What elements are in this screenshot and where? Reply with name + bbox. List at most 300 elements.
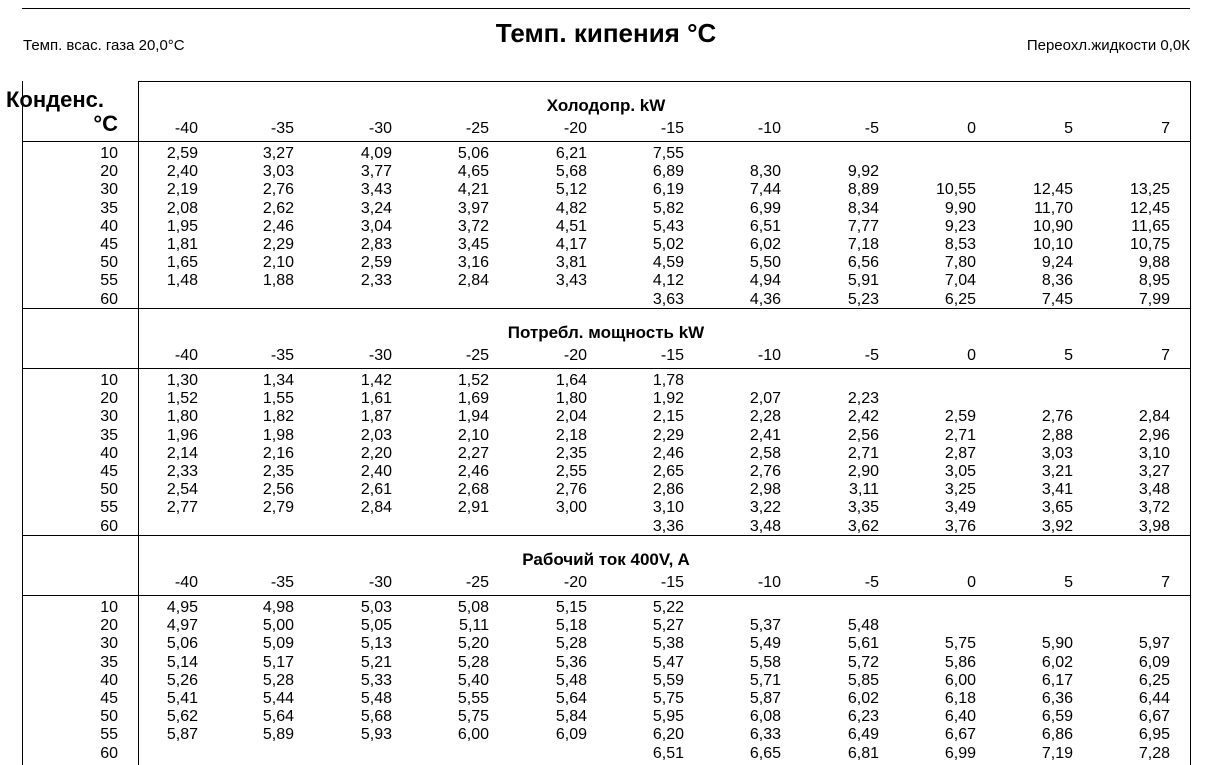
column-header: -35 — [270, 120, 294, 137]
table-cell: 10,10 — [1032, 236, 1073, 253]
table-cell: 5,21 — [360, 653, 392, 671]
table-cell: 7,77 — [847, 217, 879, 235]
table-cell: 4,21 — [457, 181, 489, 199]
table-cell: 1,81 — [166, 236, 198, 253]
table-cell: 12,45 — [1129, 199, 1170, 217]
table-cell: 5,93 — [360, 726, 392, 744]
table-cell: 3,65 — [1041, 499, 1073, 517]
row-label: 30 — [100, 635, 118, 653]
table-cell: 2,33 — [360, 272, 392, 290]
table-cell: 1,48 — [166, 272, 198, 290]
table-cell: 6,19 — [652, 181, 684, 199]
table-cell: 1,34 — [262, 372, 294, 389]
row-label: 40 — [100, 671, 118, 689]
table-cell: 5,84 — [555, 708, 587, 726]
row-label: 20 — [100, 163, 118, 181]
table-cell: 6,40 — [944, 708, 976, 726]
table-cell: 5,28 — [555, 635, 587, 653]
section-divider — [22, 535, 1190, 536]
table-cell: 5,06 — [166, 635, 198, 653]
table-frame-left — [22, 81, 23, 765]
table-cell: 5,71 — [749, 671, 781, 689]
table-cell: 6,67 — [1138, 708, 1170, 726]
table-cell: 3,72 — [1138, 499, 1170, 517]
table-cell: 3,49 — [944, 499, 976, 517]
table-cell: 2,59 — [944, 408, 976, 426]
table-cell: 5,17 — [262, 653, 294, 671]
table-cell: 2,35 — [555, 444, 587, 462]
table-cell: 2,90 — [847, 463, 879, 480]
row-label: 50 — [100, 254, 118, 272]
column-header: 5 — [1064, 574, 1073, 591]
table-cell: 3,25 — [944, 481, 976, 499]
table-cell: 4,98 — [262, 599, 294, 616]
row-label: 50 — [100, 481, 118, 499]
table-cell: 5,27 — [652, 617, 684, 635]
table-cell: 3,92 — [1041, 517, 1073, 535]
suction-gas-temp: Темп. всас. газа 20,0°C — [23, 37, 185, 54]
table-cell: 5,75 — [652, 690, 684, 707]
table-cell: 5,64 — [555, 690, 587, 707]
table-cell: 3,43 — [360, 181, 392, 199]
table-cell: 6,00 — [944, 671, 976, 689]
table-cell: 2,07 — [749, 390, 781, 408]
table-cell: 12,45 — [1032, 181, 1073, 199]
column-header: 7 — [1161, 574, 1170, 591]
table-cell: 5,91 — [847, 272, 879, 290]
table-cell: 2,65 — [652, 463, 684, 480]
table-cell: 2,29 — [262, 236, 294, 253]
table-frame-right — [1190, 81, 1191, 765]
table-cell: 2,61 — [360, 481, 392, 499]
table-cell: 4,82 — [555, 199, 587, 217]
column-header: -30 — [368, 120, 392, 137]
table-cell: 2,76 — [1041, 408, 1073, 426]
table-cell: 8,36 — [1041, 272, 1073, 290]
table-cell: 2,10 — [262, 254, 294, 272]
table-cell: 5,02 — [652, 236, 684, 253]
table-cell: 1,64 — [555, 372, 587, 389]
table-cell: 6,17 — [1041, 671, 1073, 689]
row-label: 35 — [100, 199, 118, 217]
table-cell: 2,96 — [1138, 426, 1170, 444]
table-cell: 1,95 — [166, 217, 198, 235]
table-cell: 3,04 — [360, 217, 392, 235]
table-cell: 3,27 — [1138, 463, 1170, 480]
table-cell: 6,09 — [555, 726, 587, 744]
table-cell: 10,55 — [935, 181, 976, 199]
table-cell: 2,76 — [262, 181, 294, 199]
table-cell: 2,27 — [457, 444, 489, 462]
table-cell: 3,77 — [360, 163, 392, 181]
row-label: 30 — [100, 181, 118, 199]
table-cell: 5,48 — [555, 671, 587, 689]
table-cell: 5,87 — [749, 690, 781, 707]
table-cell: 5,33 — [360, 671, 392, 689]
table-cell: 2,42 — [847, 408, 879, 426]
column-header: 0 — [967, 574, 976, 591]
row-label: 35 — [100, 426, 118, 444]
table-cell: 6,51 — [652, 744, 684, 762]
table-cell: 4,51 — [555, 217, 587, 235]
row-label: 55 — [100, 499, 118, 517]
table-cell: 2,56 — [262, 481, 294, 499]
table-cell: 3,27 — [262, 145, 294, 162]
table-cell: 8,53 — [944, 236, 976, 253]
table-cell: 2,33 — [166, 463, 198, 480]
column-header: -20 — [563, 347, 587, 364]
table-cell: 2,23 — [847, 390, 879, 408]
table-cell: 2,20 — [360, 444, 392, 462]
table-cell: 1,80 — [555, 390, 587, 408]
row-label: 60 — [100, 290, 118, 308]
table-cell: 6,25 — [1138, 671, 1170, 689]
table-cell: 2,28 — [749, 408, 781, 426]
table-cell: 6,25 — [944, 290, 976, 308]
table-cell: 6,44 — [1138, 690, 1170, 707]
table-cell: 1,52 — [457, 372, 489, 389]
table-cell: 5,48 — [360, 690, 392, 707]
table-cell: 5,87 — [166, 726, 198, 744]
table-cell: 2,84 — [1138, 408, 1170, 426]
table-cell: 8,30 — [749, 163, 781, 181]
table-cell: 3,63 — [652, 290, 684, 308]
table-cell: 6,02 — [1041, 653, 1073, 671]
table-cell: 8,34 — [847, 199, 879, 217]
table-cell: 2,18 — [555, 426, 587, 444]
table-cell: 4,94 — [749, 272, 781, 290]
column-header: -5 — [864, 574, 879, 591]
table-cell: 7,04 — [944, 272, 976, 290]
table-cell: 2,54 — [166, 481, 198, 499]
condensing-temp-label: Конденс. — [6, 87, 104, 112]
table-cell: 5,62 — [166, 708, 198, 726]
table-cell: 6,02 — [847, 690, 879, 707]
table-cell: 5,47 — [652, 653, 684, 671]
table-cell: 11,70 — [1034, 199, 1073, 217]
table-cell: 1,82 — [262, 408, 294, 426]
table-cell: 2,58 — [749, 444, 781, 462]
table-cell: 5,36 — [555, 653, 587, 671]
table-cell: 3,10 — [652, 499, 684, 517]
table-cell: 2,46 — [457, 463, 489, 480]
table-cell: 2,84 — [360, 499, 392, 517]
table-cell: 5,64 — [262, 708, 294, 726]
table-cell: 9,23 — [944, 217, 976, 235]
table-cell: 2,56 — [847, 426, 879, 444]
page-title-text: Темп. кипения °C — [495, 18, 717, 48]
table-cell: 5,89 — [262, 726, 294, 744]
table-cell: 5,61 — [847, 635, 879, 653]
table-cell: 6,00 — [457, 726, 489, 744]
column-header: -5 — [864, 347, 879, 364]
table-cell: 6,08 — [749, 708, 781, 726]
table-cell: 3,45 — [457, 236, 489, 253]
table-cell: 5,82 — [652, 199, 684, 217]
table-cell: 5,44 — [262, 690, 294, 707]
table-cell: 3,48 — [1138, 481, 1170, 499]
table-cell: 3,43 — [555, 272, 587, 290]
table-cell: 10,75 — [1129, 236, 1170, 253]
table-cell: 2,71 — [847, 444, 879, 462]
table-cell: 7,80 — [944, 254, 976, 272]
section-title: Рабочий ток 400V, A — [522, 550, 690, 569]
table-cell: 6,51 — [749, 217, 781, 235]
column-header: -30 — [368, 574, 392, 591]
table-cell: 5,41 — [166, 690, 198, 707]
row-label: 20 — [100, 617, 118, 635]
table-cell: 2,55 — [555, 463, 587, 480]
table-cell: 1,52 — [166, 390, 198, 408]
table-cell: 6,95 — [1138, 726, 1170, 744]
table-cell: 4,65 — [457, 163, 489, 181]
column-header: -40 — [174, 347, 198, 364]
table-cell: 5,68 — [555, 163, 587, 181]
table-cell: 6,23 — [847, 708, 879, 726]
table-cell: 3,05 — [944, 463, 976, 480]
column-header: 7 — [1161, 347, 1170, 364]
row-label: 45 — [100, 236, 118, 253]
table-cell: 2,86 — [652, 481, 684, 499]
column-header: 5 — [1064, 120, 1073, 137]
table-cell: 6,81 — [847, 744, 879, 762]
table-cell: 5,95 — [652, 708, 684, 726]
row-label: 60 — [100, 744, 118, 762]
table-cell: 3,81 — [555, 254, 587, 272]
table-cell: 13,25 — [1129, 181, 1170, 199]
row-label: 45 — [100, 690, 118, 707]
table-cell: 5,11 — [459, 617, 489, 635]
table-cell: 5,48 — [847, 617, 879, 635]
table-cell: 2,83 — [360, 236, 392, 253]
row-label: 50 — [100, 708, 118, 726]
column-header: -10 — [757, 574, 781, 591]
table-cell: 3,97 — [457, 199, 489, 217]
table-cell: 4,95 — [166, 599, 198, 616]
table-cell: 6,33 — [749, 726, 781, 744]
table-cell: 5,26 — [166, 671, 198, 689]
table-cell: 3,00 — [555, 499, 587, 517]
table-cell: 5,97 — [1138, 635, 1170, 653]
table-cell: 1,88 — [262, 272, 294, 290]
table-cell: 2,03 — [360, 426, 392, 444]
table-cell: 2,91 — [457, 499, 489, 517]
table-cell: 5,13 — [360, 635, 392, 653]
table-cell: 3,03 — [262, 163, 294, 181]
table-cell: 7,55 — [652, 145, 684, 162]
table-cell: 5,28 — [262, 671, 294, 689]
table-cell: 3,11 — [849, 481, 879, 499]
header-divider — [22, 141, 1190, 142]
table-cell: 6,49 — [847, 726, 879, 744]
table-cell: 1,87 — [360, 408, 392, 426]
column-header: -10 — [757, 347, 781, 364]
table-cell: 2,08 — [166, 199, 198, 217]
table-cell: 7,28 — [1138, 744, 1170, 762]
table-cell: 3,10 — [1138, 444, 1170, 462]
column-header: -40 — [174, 120, 198, 137]
table-cell: 2,04 — [555, 408, 587, 426]
table-cell: 4,36 — [749, 290, 781, 308]
column-header: -15 — [660, 574, 684, 591]
table-cell: 5,75 — [944, 635, 976, 653]
section-title: Потребл. мощность kW — [507, 323, 705, 342]
column-header: 5 — [1064, 347, 1073, 364]
table-cell: 1,78 — [652, 372, 684, 389]
condensing-temp-unit: °C — [93, 111, 118, 136]
column-header: -5 — [864, 120, 879, 137]
column-header: -35 — [270, 347, 294, 364]
table-cell: 6,36 — [1041, 690, 1073, 707]
row-label: 20 — [100, 390, 118, 408]
table-cell: 1,65 — [166, 254, 198, 272]
table-cell: 5,06 — [457, 145, 489, 162]
table-cell: 6,86 — [1041, 726, 1073, 744]
table-cell: 1,80 — [166, 408, 198, 426]
table-cell: 4,12 — [652, 272, 684, 290]
liquid-subcooling: Переохл.жидкости 0,0К — [1026, 37, 1190, 54]
column-header: -20 — [563, 574, 587, 591]
table-cell: 2,41 — [749, 426, 781, 444]
table-cell: 2,76 — [555, 481, 587, 499]
table-cell: 5,49 — [749, 635, 781, 653]
table-cell: 5,05 — [360, 617, 392, 635]
top-rule — [22, 8, 1190, 9]
table-cell: 5,68 — [360, 708, 392, 726]
condensing-temp-header — [6, 88, 118, 136]
table-cell: 2,40 — [360, 463, 392, 480]
table-cell: 2,46 — [652, 444, 684, 462]
table-cell: 5,38 — [652, 635, 684, 653]
table-cell: 8,95 — [1138, 272, 1170, 290]
table-cell: 2,71 — [944, 426, 976, 444]
row-label: 30 — [100, 408, 118, 426]
table-cell: 3,21 — [1041, 463, 1073, 480]
table-cell: 3,72 — [457, 217, 489, 235]
table-cell: 1,42 — [360, 372, 392, 389]
table-cell: 1,96 — [166, 426, 198, 444]
table-cell: 1,61 — [360, 390, 392, 408]
table-cell: 6,59 — [1041, 708, 1073, 726]
table-cell: 5,59 — [652, 671, 684, 689]
table-cell: 5,40 — [457, 671, 489, 689]
table-cell: 5,09 — [262, 635, 294, 653]
column-header: -15 — [660, 347, 684, 364]
table-cell: 5,43 — [652, 217, 684, 235]
table-cell: 1,30 — [166, 372, 198, 389]
table-cell: 3,22 — [749, 499, 781, 517]
table-cell: 3,48 — [749, 517, 781, 535]
table-cell: 5,23 — [847, 290, 879, 308]
table-cell: 6,18 — [944, 690, 976, 707]
header-divider — [22, 595, 1190, 596]
table-cell: 9,24 — [1041, 254, 1073, 272]
table-cell: 3,36 — [652, 517, 684, 535]
table-cell: 5,14 — [166, 653, 198, 671]
table-cell: 3,62 — [847, 517, 879, 535]
row-label: 40 — [100, 217, 118, 235]
table-cell: 2,77 — [166, 499, 198, 517]
table-cell: 6,65 — [749, 744, 781, 762]
table-cell: 7,18 — [847, 236, 879, 253]
table-cell: 2,19 — [166, 181, 198, 199]
column-header: -25 — [465, 347, 489, 364]
table-cell: 6,20 — [652, 726, 684, 744]
column-header: -10 — [757, 120, 781, 137]
table-cell: 3,24 — [360, 199, 392, 217]
table-cell: 2,87 — [944, 444, 976, 462]
table-cell: 1,55 — [262, 390, 294, 408]
header-divider — [22, 368, 1190, 369]
column-header: -30 — [368, 347, 392, 364]
table-cell: 5,75 — [457, 708, 489, 726]
table-cell: 3,76 — [944, 517, 976, 535]
table-cell: 5,90 — [1041, 635, 1073, 653]
column-header: -20 — [563, 120, 587, 137]
table-cell: 3,41 — [1041, 481, 1073, 499]
table-cell: 5,86 — [944, 653, 976, 671]
table-cell: 2,76 — [749, 463, 781, 480]
table-cell: 5,08 — [457, 599, 489, 616]
row-label: 60 — [100, 517, 118, 535]
table-cell: 7,44 — [749, 181, 781, 199]
table-cell: 2,59 — [360, 254, 392, 272]
table-cell: 5,22 — [652, 599, 684, 616]
table-cell: 6,99 — [749, 199, 781, 217]
table-cell: 2,79 — [262, 499, 294, 517]
column-header: 7 — [1161, 120, 1170, 137]
section-divider — [22, 308, 1190, 309]
table-cell: 3,35 — [847, 499, 879, 517]
row-label: 40 — [100, 444, 118, 462]
table-cell: 6,09 — [1138, 653, 1170, 671]
table-cell: 10,90 — [1032, 217, 1073, 235]
table-cell: 3,03 — [1041, 444, 1073, 462]
table-cell: 6,02 — [749, 236, 781, 253]
table-cell: 5,58 — [749, 653, 781, 671]
table-cell: 5,20 — [457, 635, 489, 653]
table-cell: 9,88 — [1138, 254, 1170, 272]
table-cell: 1,94 — [457, 408, 489, 426]
table-cell: 2,16 — [262, 444, 294, 462]
table-cell: 2,14 — [166, 444, 198, 462]
table-cell: 2,29 — [652, 426, 684, 444]
table-cell: 4,59 — [652, 254, 684, 272]
table-cell: 1,92 — [652, 390, 684, 408]
table-cell: 7,45 — [1041, 290, 1073, 308]
table-cell: 6,99 — [944, 744, 976, 762]
column-header: -25 — [465, 574, 489, 591]
table-cell: 9,90 — [944, 199, 976, 217]
table-cell: 5,00 — [262, 617, 294, 635]
column-header: -35 — [270, 574, 294, 591]
table-cell: 2,68 — [457, 481, 489, 499]
table-cell: 5,85 — [847, 671, 879, 689]
table-cell: 2,88 — [1041, 426, 1073, 444]
table-cell: 6,89 — [652, 163, 684, 181]
table-cell: 2,35 — [262, 463, 294, 480]
table-cell: 7,99 — [1138, 290, 1170, 308]
table-cell: 8,89 — [847, 181, 879, 199]
row-label: 10 — [100, 599, 118, 616]
row-label: 10 — [100, 145, 118, 162]
table-cell: 5,55 — [457, 690, 489, 707]
table-cell: 1,98 — [262, 426, 294, 444]
column-header: 0 — [967, 120, 976, 137]
table-cell: 2,10 — [457, 426, 489, 444]
table-cell: 3,16 — [457, 254, 489, 272]
table-cell: 2,59 — [166, 145, 198, 162]
